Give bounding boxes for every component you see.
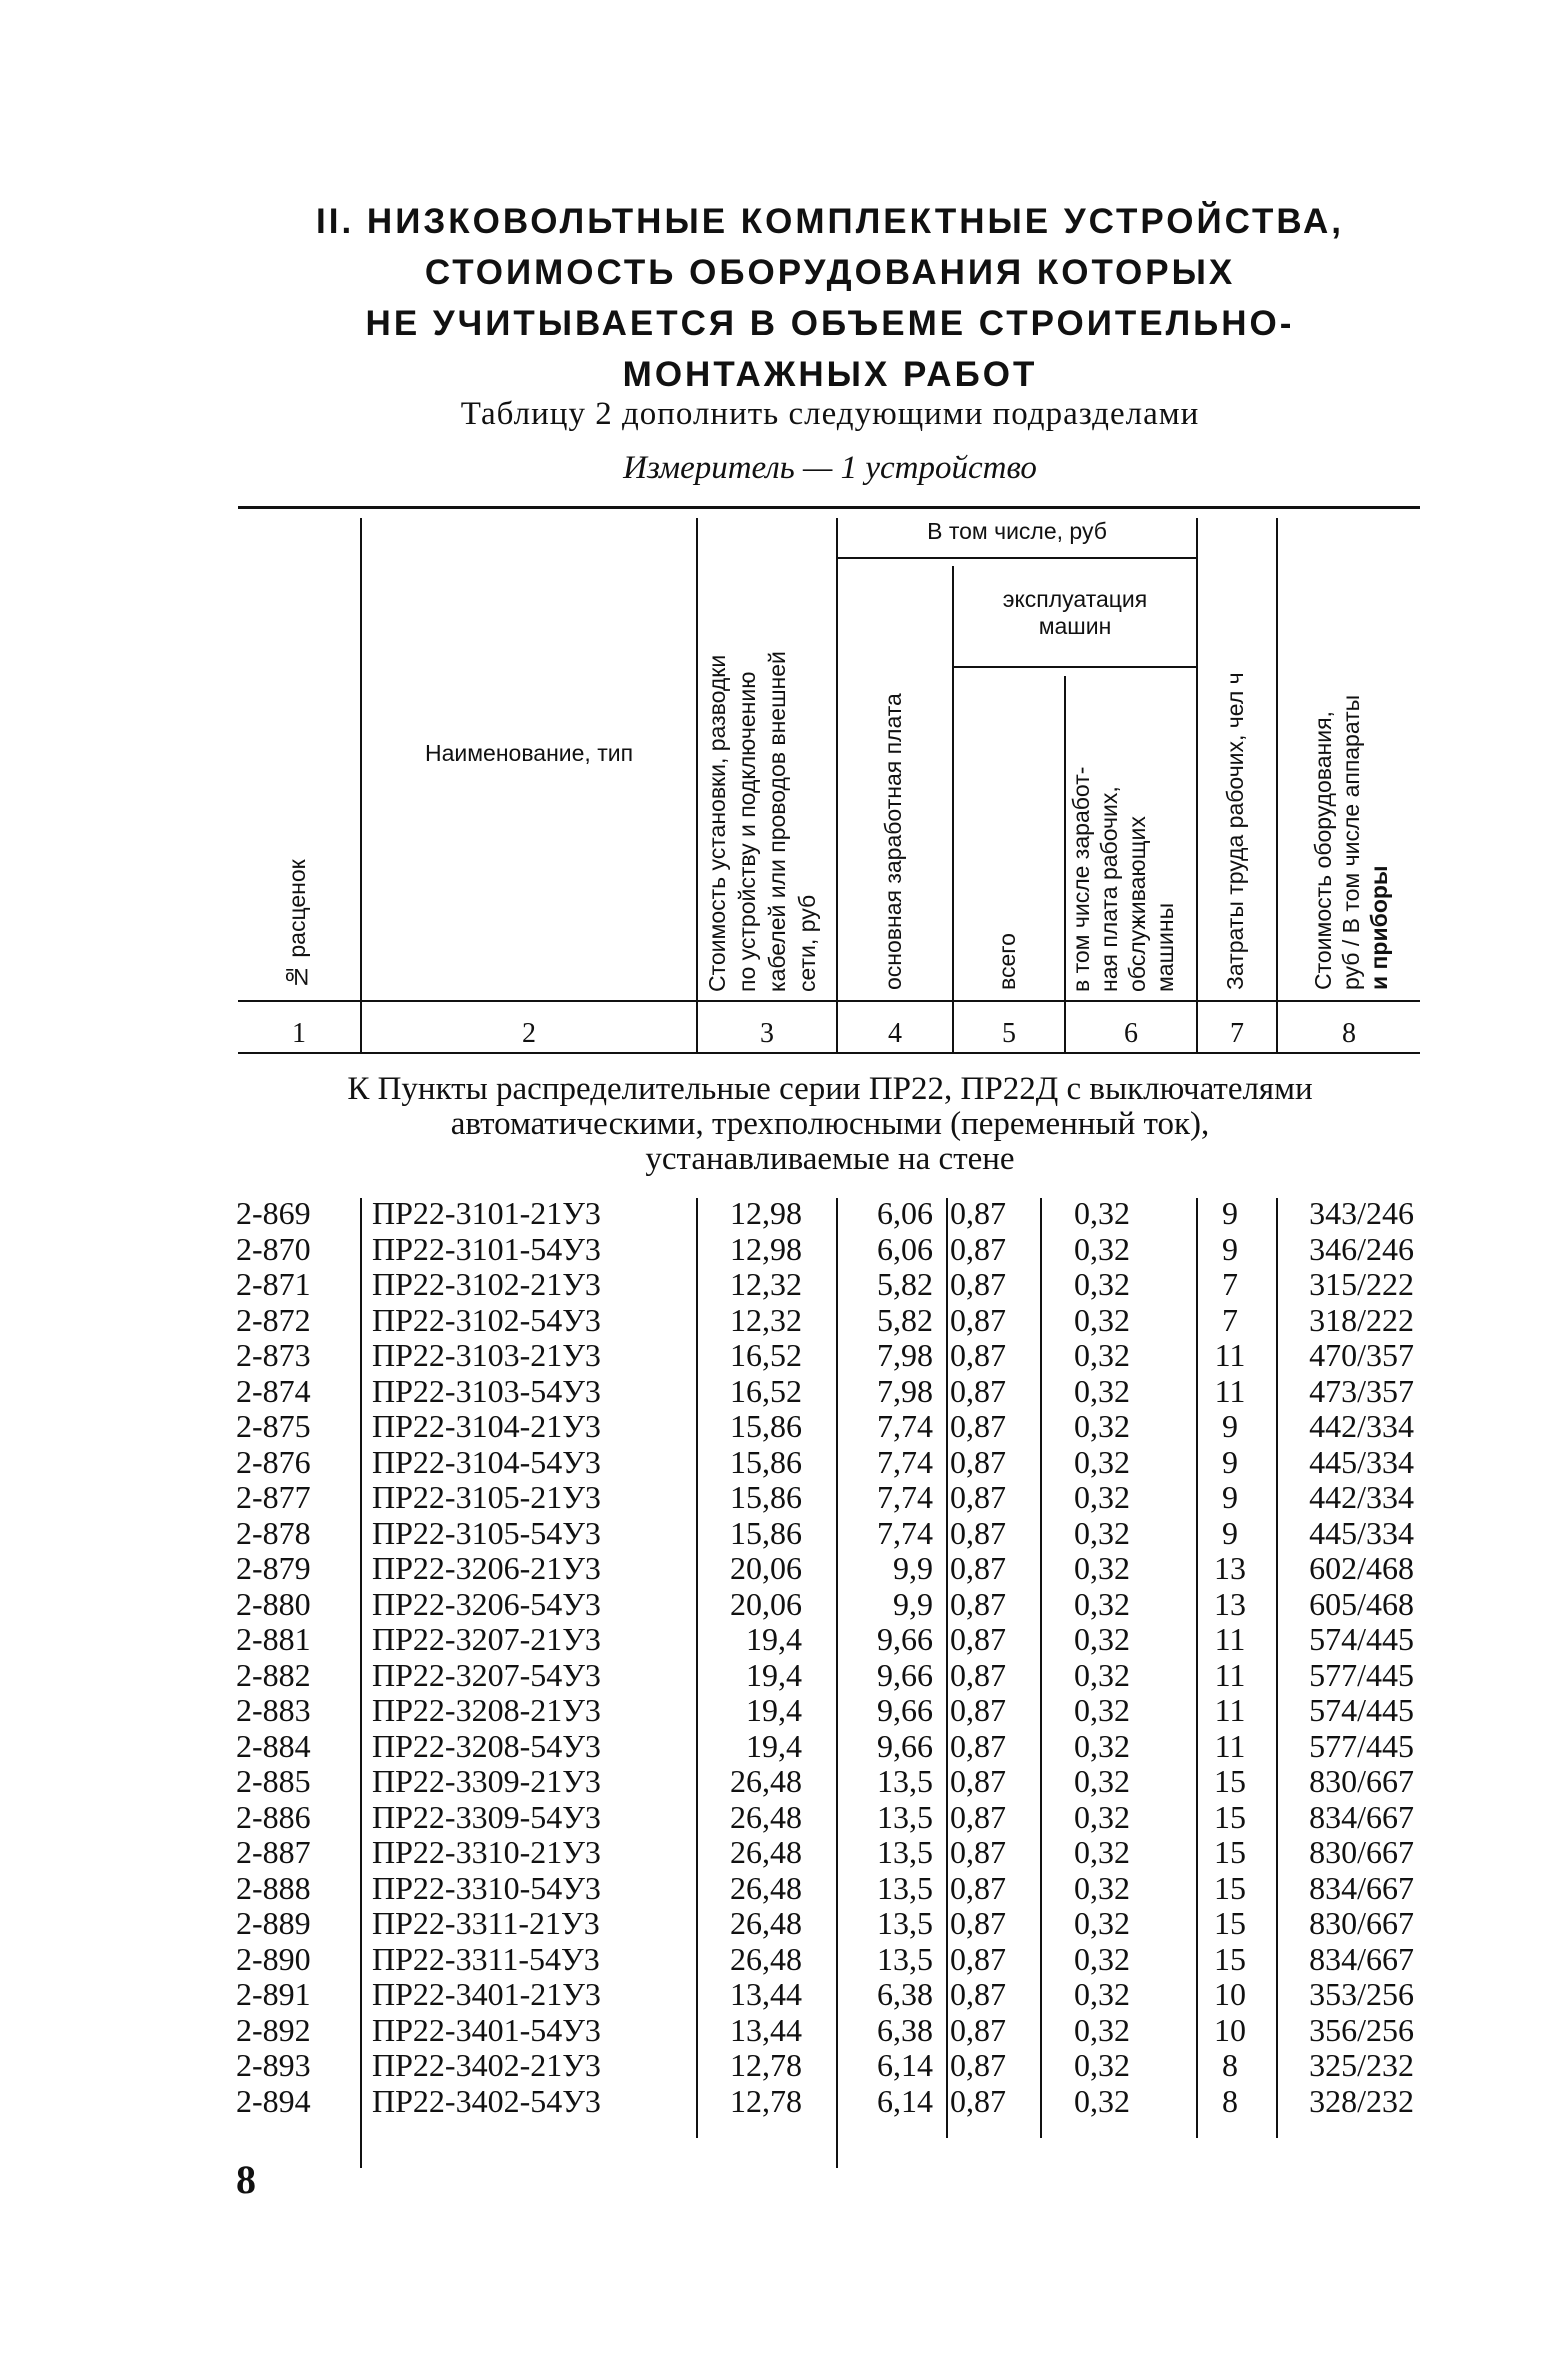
cell-machine-total: 0,87 bbox=[950, 1266, 1006, 1302]
header-name-type: Наименование, тип bbox=[424, 740, 634, 766]
cell-labor-hours: 15 bbox=[1214, 1798, 1246, 1835]
cell-labor-hours: 7 bbox=[1222, 1301, 1238, 1338]
cell-labor-hours: 9 bbox=[1222, 1230, 1238, 1267]
subgroup-rule bbox=[952, 666, 1196, 668]
table-row bbox=[0, 1516, 1561, 1552]
cell-rate-code: 2-873 bbox=[236, 1337, 311, 1373]
table-row bbox=[0, 1232, 1561, 1268]
cell-base-salary: 13,5 bbox=[877, 1834, 933, 1870]
cell-machinist-salary: 0,32 bbox=[1074, 1301, 1130, 1338]
cell-base-salary: 13,5 bbox=[877, 1869, 933, 1906]
cell-rate-code: 2-869 bbox=[236, 1195, 311, 1231]
cell-device-type: ПР22-3102-21У3 bbox=[372, 1266, 601, 1302]
cell-equipment-cost: 577/445 bbox=[1309, 1656, 1414, 1693]
cell-rate-code: 2-875 bbox=[236, 1408, 311, 1444]
cell-equipment-cost: 834/667 bbox=[1309, 1940, 1414, 1977]
column-number: 5 bbox=[1002, 1018, 1016, 1049]
cell-equipment-cost: 470/357 bbox=[1309, 1337, 1414, 1373]
section-line: устанавливаемые на стене bbox=[645, 1141, 1015, 1177]
cell-labor-hours: 13 bbox=[1214, 1585, 1246, 1622]
cell-base-salary: 6,14 bbox=[877, 2082, 933, 2119]
cell-install-cost: 12,78 bbox=[730, 2082, 802, 2119]
table-row bbox=[0, 1693, 1561, 1729]
cell-machinist-salary: 0,32 bbox=[1074, 1869, 1130, 1906]
cell-rate-code: 2-891 bbox=[236, 1976, 311, 2012]
cell-rate-code: 2-887 bbox=[236, 1834, 311, 1870]
cell-machinist-salary: 0,32 bbox=[1074, 1905, 1130, 1941]
col-divider bbox=[1196, 518, 1198, 1052]
header-line: кабелей или проводов внешней bbox=[764, 651, 790, 992]
cell-rate-code: 2-878 bbox=[236, 1514, 311, 1551]
table-row bbox=[0, 1800, 1561, 1836]
cell-device-type: ПР22-3206-54У3 bbox=[372, 1585, 601, 1622]
header-machine-operation bbox=[954, 586, 1196, 640]
cell-labor-hours: 7 bbox=[1222, 1266, 1238, 1302]
cell-labor-hours: 11 bbox=[1214, 1621, 1246, 1657]
cell-base-salary: 7,98 bbox=[877, 1372, 933, 1409]
cell-install-cost: 16,52 bbox=[730, 1372, 802, 1409]
cell-device-type: ПР22-3401-54У3 bbox=[372, 2011, 601, 2048]
cell-equipment-cost: 834/667 bbox=[1309, 1869, 1414, 1906]
cell-install-cost: 20,06 bbox=[730, 1550, 802, 1586]
cell-machine-total: 0,87 bbox=[950, 2011, 1006, 2048]
cell-rate-code: 2-888 bbox=[236, 1869, 311, 1906]
cell-equipment-cost: 346/246 bbox=[1309, 1230, 1414, 1267]
cell-device-type: ПР22-3310-21У3 bbox=[372, 1834, 601, 1870]
header-line: по устройству и подключению bbox=[734, 671, 760, 992]
cell-base-salary: 6,14 bbox=[877, 2047, 933, 2083]
col-divider bbox=[1064, 676, 1066, 1052]
cell-machinist-salary: 0,32 bbox=[1074, 1585, 1130, 1622]
table-row bbox=[0, 1480, 1561, 1516]
cell-labor-hours: 9 bbox=[1222, 1443, 1238, 1480]
header-line: обслуживающих bbox=[1124, 816, 1150, 992]
cell-machine-total: 0,87 bbox=[950, 1905, 1006, 1941]
cell-install-cost: 15,86 bbox=[730, 1408, 802, 1444]
cell-rate-code: 2-872 bbox=[236, 1301, 311, 1338]
cell-machine-total: 0,87 bbox=[950, 1514, 1006, 1551]
table-row bbox=[0, 1977, 1561, 2013]
cell-base-salary: 6,38 bbox=[877, 1976, 933, 2012]
cell-machinist-salary: 0,32 bbox=[1074, 1230, 1130, 1267]
cell-equipment-cost: 577/445 bbox=[1309, 1727, 1414, 1764]
cell-rate-code: 2-893 bbox=[236, 2047, 311, 2083]
cell-base-salary: 9,66 bbox=[877, 1656, 933, 1693]
cell-machine-total: 0,87 bbox=[950, 1798, 1006, 1835]
cell-labor-hours: 15 bbox=[1214, 1763, 1246, 1799]
cell-device-type: ПР22-3207-54У3 bbox=[372, 1656, 601, 1693]
cell-device-type: ПР22-3311-21У3 bbox=[372, 1905, 600, 1941]
cell-machine-total: 0,87 bbox=[950, 1976, 1006, 2012]
column-number: 6 bbox=[1124, 1018, 1138, 1049]
cell-equipment-cost: 445/334 bbox=[1309, 1443, 1414, 1480]
cell-rate-code: 2-882 bbox=[236, 1656, 311, 1693]
cell-labor-hours: 8 bbox=[1222, 2047, 1238, 2083]
cell-device-type: ПР22-3206-21У3 bbox=[372, 1550, 601, 1586]
cell-install-cost: 26,48 bbox=[730, 1763, 802, 1799]
cell-equipment-cost: 834/667 bbox=[1309, 1798, 1414, 1835]
heading-line: НЕ УЧИТЫВАЕТСЯ В ОБЪЕМЕ СТРОИТЕЛЬНО- bbox=[365, 304, 1295, 343]
table-row bbox=[0, 1196, 1561, 1232]
cell-machinist-salary: 0,32 bbox=[1074, 2047, 1130, 2083]
cell-equipment-cost: 353/256 bbox=[1309, 1976, 1414, 2012]
cell-device-type: ПР22-3208-21У3 bbox=[372, 1692, 601, 1728]
cell-labor-hours: 15 bbox=[1214, 1905, 1246, 1941]
heading-line: II. НИЗКОВОЛЬТНЫЕ КОМПЛЕКТНЫЕ УСТРОЙСТВА, bbox=[316, 202, 1344, 241]
cell-machinist-salary: 0,32 bbox=[1074, 1976, 1130, 2012]
cell-labor-hours: 9 bbox=[1222, 1408, 1238, 1444]
cell-labor-hours: 13 bbox=[1214, 1550, 1246, 1586]
cell-device-type: ПР22-3103-21У3 bbox=[372, 1337, 601, 1373]
table-row bbox=[0, 1267, 1561, 1303]
cell-labor-hours: 9 bbox=[1222, 1514, 1238, 1551]
cell-machinist-salary: 0,32 bbox=[1074, 1443, 1130, 1480]
cell-equipment-cost: 830/667 bbox=[1309, 1905, 1414, 1941]
cell-rate-code: 2-889 bbox=[236, 1905, 311, 1941]
cell-rate-code: 2-892 bbox=[236, 2011, 311, 2048]
cell-rate-code: 2-874 bbox=[236, 1372, 311, 1409]
cell-rate-code: 2-890 bbox=[236, 1940, 311, 1977]
cell-equipment-cost: 830/667 bbox=[1309, 1763, 1414, 1799]
cell-install-cost: 16,52 bbox=[730, 1337, 802, 1373]
cell-equipment-cost: 445/334 bbox=[1309, 1514, 1414, 1551]
cell-install-cost: 26,48 bbox=[730, 1798, 802, 1835]
cell-machine-total: 0,87 bbox=[950, 1869, 1006, 1906]
table-row bbox=[0, 1764, 1561, 1800]
cell-base-salary: 7,74 bbox=[877, 1443, 933, 1480]
header-base-salary: основная заработная плата bbox=[880, 693, 906, 990]
header-line: машины bbox=[1152, 902, 1178, 992]
header-line: руб / В том числе аппараты bbox=[1338, 694, 1364, 990]
cell-machinist-salary: 0,32 bbox=[1074, 1763, 1130, 1799]
cell-machinist-salary: 0,32 bbox=[1074, 2082, 1130, 2119]
table-row bbox=[0, 1303, 1561, 1339]
heading-line: МОНТАЖНЫХ РАБОТ bbox=[622, 355, 1038, 394]
cell-machine-total: 0,87 bbox=[950, 2047, 1006, 2083]
cell-machinist-salary: 0,32 bbox=[1074, 1621, 1130, 1657]
header-total: всего bbox=[994, 933, 1020, 990]
section-heading bbox=[240, 196, 1420, 400]
section-line: автоматическими, трехполюсными (переменный ток), bbox=[450, 1106, 1210, 1142]
cell-device-type: ПР22-3105-21У3 bbox=[372, 1479, 601, 1515]
cell-rate-code: 2-871 bbox=[236, 1266, 311, 1302]
cell-machinist-salary: 0,32 bbox=[1074, 1692, 1130, 1728]
cell-equipment-cost: 602/468 bbox=[1309, 1550, 1414, 1586]
cell-machinist-salary: 0,32 bbox=[1074, 1798, 1130, 1835]
cell-machine-total: 0,87 bbox=[950, 1692, 1006, 1728]
column-number: 4 bbox=[888, 1018, 902, 1049]
cell-machinist-salary: 0,32 bbox=[1074, 1550, 1130, 1586]
cell-machinist-salary: 0,32 bbox=[1074, 2011, 1130, 2048]
cell-equipment-cost: 830/667 bbox=[1309, 1834, 1414, 1870]
table-row bbox=[0, 2048, 1561, 2084]
table-row bbox=[0, 1729, 1561, 1765]
header-line: в том числе заработ- bbox=[1068, 766, 1094, 992]
cell-device-type: ПР22-3103-54У3 bbox=[372, 1372, 601, 1409]
cell-base-salary: 9,66 bbox=[877, 1621, 933, 1657]
cell-install-cost: 19,4 bbox=[746, 1692, 802, 1728]
cell-rate-code: 2-883 bbox=[236, 1692, 311, 1728]
table-row bbox=[0, 2013, 1561, 2049]
cell-labor-hours: 10 bbox=[1214, 1976, 1246, 2012]
cell-machine-total: 0,87 bbox=[950, 1301, 1006, 1338]
cell-device-type: ПР22-3104-54У3 bbox=[372, 1443, 601, 1480]
cell-rate-code: 2-886 bbox=[236, 1798, 311, 1835]
section-line: К Пункты распределительные серии ПР22, ПР22Д с выключателями bbox=[347, 1071, 1313, 1107]
cell-equipment-cost: 318/222 bbox=[1309, 1301, 1414, 1338]
cell-rate-code: 2-877 bbox=[236, 1479, 311, 1515]
cell-machine-total: 0,87 bbox=[950, 1656, 1006, 1693]
cell-machine-total: 0,87 bbox=[950, 1550, 1006, 1586]
cell-install-cost: 26,48 bbox=[730, 1940, 802, 1977]
cell-equipment-cost: 356/256 bbox=[1309, 2011, 1414, 2048]
cell-device-type: ПР22-3309-54У3 bbox=[372, 1798, 601, 1835]
cell-machinist-salary: 0,32 bbox=[1074, 1372, 1130, 1409]
cell-rate-code: 2-885 bbox=[236, 1763, 311, 1799]
cell-labor-hours: 8 bbox=[1222, 2082, 1238, 2119]
cell-device-type: ПР22-3101-21У3 bbox=[372, 1195, 601, 1231]
cell-machine-total: 0,87 bbox=[950, 1195, 1006, 1231]
table-row bbox=[0, 1906, 1561, 1942]
cell-rate-code: 2-884 bbox=[236, 1727, 311, 1764]
cell-machinist-salary: 0,32 bbox=[1074, 1727, 1130, 1764]
table-row bbox=[0, 1409, 1561, 1445]
header-line: и приборы bbox=[1366, 865, 1392, 990]
cell-install-cost: 15,86 bbox=[730, 1479, 802, 1515]
header-group-including: В том числе, руб bbox=[927, 518, 1107, 544]
cell-install-cost: 19,4 bbox=[746, 1656, 802, 1693]
col-divider bbox=[1276, 518, 1278, 1052]
cell-install-cost: 12,78 bbox=[730, 2047, 802, 2083]
cell-rate-code: 2-894 bbox=[236, 2082, 311, 2119]
cell-install-cost: 12,98 bbox=[730, 1195, 802, 1231]
table-row bbox=[0, 1871, 1561, 1907]
table-row bbox=[0, 1942, 1561, 1978]
header-bottom-rule bbox=[238, 1000, 1420, 1002]
table-row bbox=[0, 1338, 1561, 1374]
cell-install-cost: 20,06 bbox=[730, 1585, 802, 1622]
cell-rate-code: 2-879 bbox=[236, 1550, 311, 1586]
cell-equipment-cost: 605/468 bbox=[1309, 1585, 1414, 1622]
cell-machine-total: 0,87 bbox=[950, 1408, 1006, 1444]
cell-base-salary: 9,9 bbox=[893, 1550, 933, 1586]
numbers-bottom-rule bbox=[238, 1052, 1420, 1054]
cell-machinist-salary: 0,32 bbox=[1074, 1337, 1130, 1373]
cell-machine-total: 0,87 bbox=[950, 1834, 1006, 1870]
cell-base-salary: 13,5 bbox=[877, 1763, 933, 1799]
cell-machine-total: 0,87 bbox=[950, 1763, 1006, 1799]
table-row bbox=[0, 1445, 1561, 1481]
group-rule bbox=[836, 557, 1196, 559]
cell-labor-hours: 9 bbox=[1222, 1479, 1238, 1515]
cell-install-cost: 12,32 bbox=[730, 1266, 802, 1302]
header-line: ная плата рабочих, bbox=[1096, 786, 1122, 992]
cell-device-type: ПР22-3402-54У3 bbox=[372, 2082, 601, 2119]
cell-device-type: ПР22-3311-54У3 bbox=[372, 1940, 600, 1977]
cell-rate-code: 2-881 bbox=[236, 1621, 311, 1657]
cell-machine-total: 0,87 bbox=[950, 1372, 1006, 1409]
cell-rate-code: 2-876 bbox=[236, 1443, 311, 1480]
header-line: эксплуатация bbox=[1002, 586, 1148, 612]
cell-machine-total: 0,87 bbox=[950, 1585, 1006, 1622]
cell-machine-total: 0,87 bbox=[950, 2082, 1006, 2119]
header-machinist-salary bbox=[1068, 700, 1196, 992]
instruction-text: Таблицу 2 дополнить следующими подразделами bbox=[460, 396, 1200, 432]
cell-base-salary: 5,82 bbox=[877, 1301, 933, 1338]
cell-labor-hours: 11 bbox=[1214, 1337, 1246, 1373]
col-divider bbox=[836, 518, 838, 1052]
cell-machine-total: 0,87 bbox=[950, 1727, 1006, 1764]
cell-equipment-cost: 343/246 bbox=[1309, 1195, 1414, 1231]
cell-machinist-salary: 0,32 bbox=[1074, 1940, 1130, 1977]
cell-base-salary: 7,74 bbox=[877, 1514, 933, 1551]
cell-base-salary: 13,5 bbox=[877, 1940, 933, 1977]
header-top-rule bbox=[238, 506, 1420, 509]
cell-machine-total: 0,87 bbox=[950, 1443, 1006, 1480]
cell-install-cost: 13,44 bbox=[730, 2011, 802, 2048]
table-row bbox=[0, 1658, 1561, 1694]
cell-install-cost: 19,4 bbox=[746, 1621, 802, 1657]
cell-labor-hours: 11 bbox=[1214, 1727, 1246, 1764]
page-number: 8 bbox=[236, 2157, 256, 2202]
cell-labor-hours: 11 bbox=[1214, 1656, 1246, 1693]
header-equipment-cost bbox=[1310, 580, 1410, 990]
table-row bbox=[0, 1587, 1561, 1623]
cell-labor-hours: 15 bbox=[1214, 1940, 1246, 1977]
cell-labor-hours: 11 bbox=[1214, 1372, 1246, 1409]
cell-install-cost: 26,48 bbox=[730, 1834, 802, 1870]
cell-machine-total: 0,87 bbox=[950, 1337, 1006, 1373]
table-row bbox=[0, 1551, 1561, 1587]
header-rate-number: № расценок bbox=[284, 859, 310, 990]
cell-device-type: ПР22-3102-54У3 bbox=[372, 1301, 601, 1338]
cell-machinist-salary: 0,32 bbox=[1074, 1408, 1130, 1444]
header-install-cost bbox=[704, 532, 832, 992]
cell-base-salary: 9,66 bbox=[877, 1692, 933, 1728]
table-row bbox=[0, 1374, 1561, 1410]
cell-base-salary: 13,5 bbox=[877, 1905, 933, 1941]
cell-machinist-salary: 0,32 bbox=[1074, 1834, 1130, 1870]
cell-install-cost: 26,48 bbox=[730, 1869, 802, 1906]
cell-install-cost: 12,98 bbox=[730, 1230, 802, 1267]
cell-base-salary: 5,82 bbox=[877, 1266, 933, 1302]
cell-device-type: ПР22-3104-21У3 bbox=[372, 1408, 601, 1444]
cell-equipment-cost: 473/357 bbox=[1309, 1372, 1414, 1409]
cell-machinist-salary: 0,32 bbox=[1074, 1656, 1130, 1693]
column-number: 8 bbox=[1342, 1018, 1356, 1049]
cell-base-salary: 9,66 bbox=[877, 1727, 933, 1764]
cell-equipment-cost: 328/232 bbox=[1309, 2082, 1414, 2119]
cell-machinist-salary: 0,32 bbox=[1074, 1479, 1130, 1515]
cell-machinist-salary: 0,32 bbox=[1074, 1266, 1130, 1302]
cell-labor-hours: 9 bbox=[1222, 1195, 1238, 1231]
cell-device-type: ПР22-3208-54У3 bbox=[372, 1727, 601, 1764]
column-number: 2 bbox=[522, 1018, 536, 1049]
cell-rate-code: 2-880 bbox=[236, 1585, 311, 1622]
cell-base-salary: 6,38 bbox=[877, 2011, 933, 2048]
col-divider bbox=[696, 518, 698, 1052]
cell-equipment-cost: 315/222 bbox=[1309, 1266, 1414, 1302]
cell-labor-hours: 11 bbox=[1214, 1692, 1246, 1728]
table-row bbox=[0, 1835, 1561, 1871]
cell-equipment-cost: 442/334 bbox=[1309, 1479, 1414, 1515]
cell-machinist-salary: 0,32 bbox=[1074, 1514, 1130, 1551]
cell-device-type: ПР22-3309-21У3 bbox=[372, 1763, 601, 1799]
cell-equipment-cost: 574/445 bbox=[1309, 1692, 1414, 1728]
cell-install-cost: 15,86 bbox=[730, 1443, 802, 1480]
cell-base-salary: 9,9 bbox=[893, 1585, 933, 1622]
header-labor-cost: Затраты труда рабочих, чел ч bbox=[1222, 672, 1248, 990]
cell-base-salary: 6,06 bbox=[877, 1230, 933, 1267]
header-line: Стоимость оборудования, bbox=[1310, 711, 1336, 990]
cell-machine-total: 0,87 bbox=[950, 1940, 1006, 1977]
table-row bbox=[0, 1622, 1561, 1658]
cell-install-cost: 12,32 bbox=[730, 1301, 802, 1338]
header-line: сети, руб bbox=[794, 894, 820, 992]
cell-labor-hours: 15 bbox=[1214, 1869, 1246, 1906]
cell-device-type: ПР22-3207-21У3 bbox=[372, 1621, 601, 1657]
heading-line: СТОИМОСТЬ ОБОРУДОВАНИЯ КОТОРЫХ bbox=[424, 253, 1236, 292]
cell-install-cost: 13,44 bbox=[730, 1976, 802, 2012]
cell-equipment-cost: 574/445 bbox=[1309, 1621, 1414, 1657]
cell-machine-total: 0,87 bbox=[950, 1621, 1006, 1657]
cell-machine-total: 0,87 bbox=[950, 1479, 1006, 1515]
col-divider bbox=[360, 518, 362, 1052]
cell-device-type: ПР22-3105-54У3 bbox=[372, 1514, 601, 1551]
cell-base-salary: 7,98 bbox=[877, 1337, 933, 1373]
subsection-title bbox=[240, 1072, 1420, 1177]
cell-labor-hours: 15 bbox=[1214, 1834, 1246, 1870]
cell-device-type: ПР22-3310-54У3 bbox=[372, 1869, 601, 1906]
cell-base-salary: 7,74 bbox=[877, 1408, 933, 1444]
cell-base-salary: 6,06 bbox=[877, 1195, 933, 1231]
header-line: машин bbox=[1038, 613, 1112, 639]
column-number: 7 bbox=[1230, 1018, 1244, 1049]
table-row bbox=[0, 2084, 1561, 2120]
cell-install-cost: 15,86 bbox=[730, 1514, 802, 1551]
cell-device-type: ПР22-3402-21У3 bbox=[372, 2047, 601, 2083]
cell-equipment-cost: 325/232 bbox=[1309, 2047, 1414, 2083]
cell-install-cost: 19,4 bbox=[746, 1727, 802, 1764]
unit-of-measure: Измеритель — 1 устройство bbox=[623, 450, 1037, 486]
cell-base-salary: 13,5 bbox=[877, 1798, 933, 1835]
cell-labor-hours: 10 bbox=[1214, 2011, 1246, 2048]
column-number: 1 bbox=[292, 1018, 306, 1049]
cell-machinist-salary: 0,32 bbox=[1074, 1195, 1130, 1231]
cell-device-type: ПР22-3101-54У3 bbox=[372, 1230, 601, 1267]
header-line: Стоимость установки, разводки bbox=[704, 654, 730, 992]
column-number: 3 bbox=[760, 1018, 774, 1049]
cell-base-salary: 7,74 bbox=[877, 1479, 933, 1515]
cell-device-type: ПР22-3401-21У3 bbox=[372, 1976, 601, 2012]
cell-rate-code: 2-870 bbox=[236, 1230, 311, 1267]
cell-equipment-cost: 442/334 bbox=[1309, 1408, 1414, 1444]
cell-install-cost: 26,48 bbox=[730, 1905, 802, 1941]
cell-machine-total: 0,87 bbox=[950, 1230, 1006, 1267]
